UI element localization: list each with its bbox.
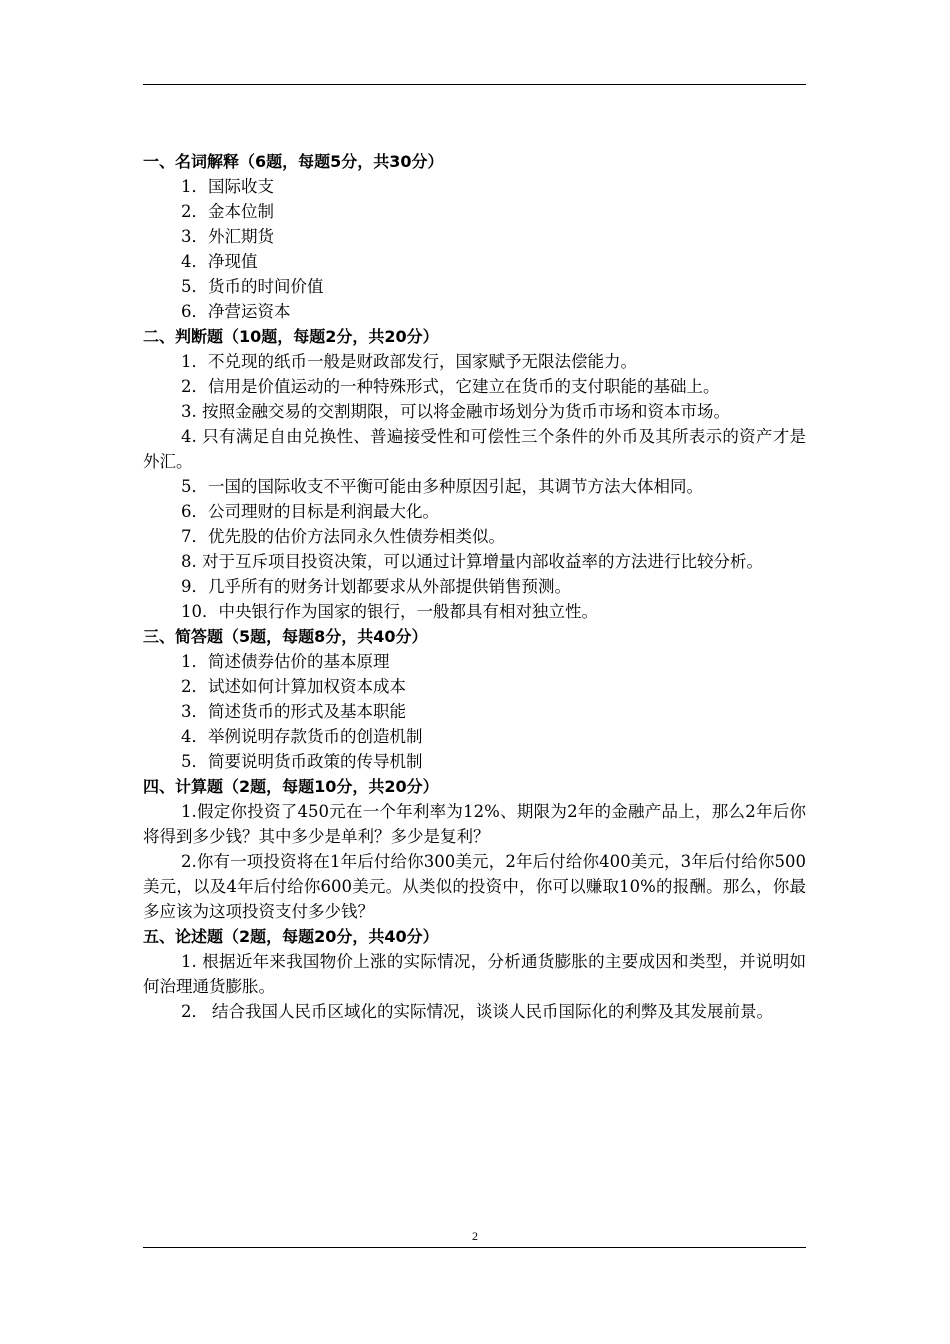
- list-item: 2．信用是价值运动的一种特殊形式，它建立在货币的支付职能的基础上。: [181, 377, 720, 396]
- list-item: 3. 按照金融交易的交割期限，可以将金融市场划分为货币市场和资本市场。: [181, 402, 730, 421]
- list-item: 1．国际收支: [181, 177, 274, 196]
- list-item: 3．外汇期货: [181, 227, 274, 246]
- list-item: 9．几乎所有的财务计划都要求从外部提供销售预测。: [181, 577, 571, 596]
- list-item: 3．简述货币的形式及基本职能: [181, 702, 406, 721]
- exam-content: [143, 149, 806, 1024]
- section-heading: 二、判断题（10题，每题2分，共20分）: [143, 327, 439, 346]
- list-item: 1.假定你投资了450元在一个年利率为12%、期限为2年的金融产品上，那么2年后你将得到多少钱？其中多少是单利？多少是复利？: [143, 802, 806, 846]
- list-item: 2．试述如何计算加权资本成本: [181, 677, 406, 696]
- list-item: 4. 只有满足自由兑换性、普遍接受性和可偿性三个条件的外币及其所表示的资产才是外汇。: [143, 427, 806, 471]
- list-item: 4．净现值: [181, 252, 258, 271]
- page-number: 2: [472, 1229, 478, 1243]
- header-rule: [143, 84, 806, 85]
- footer-rule: [143, 1247, 806, 1248]
- list-item: 1．简述债券估价的基本原理: [181, 652, 390, 671]
- item-text: 结合我国人民币区域化的实际情况，谈谈人民币国际化的利弊及其发展前景。: [212, 1002, 773, 1021]
- section-heading: 三、简答题（5题，每题8分，共40分）: [143, 627, 428, 646]
- list-item: 7．优先股的估价方法同永久性债券相类似。: [181, 527, 505, 546]
- list-item: 5．货币的时间价值: [181, 277, 324, 296]
- section-heading: 一、名词解释（6题，每题5分，共30分）: [143, 152, 444, 171]
- list-item: 10．中央银行作为国家的银行，一般都具有相对独立性。: [181, 602, 598, 621]
- list-item: [143, 999, 806, 1024]
- list-item: 4．举例说明存款货币的创造机制: [181, 727, 423, 746]
- list-item: 6．净营运资本: [181, 302, 291, 321]
- section-heading: 四、计算题（2题，每题10分，共20分）: [143, 777, 439, 796]
- list-item: 2．金本位制: [181, 202, 274, 221]
- item-number: 2．: [181, 1002, 208, 1021]
- list-item: 1. 根据近年来我国物价上涨的实际情况，分析通货膨胀的主要成因和类型，并说明如何治理通货膨胀。: [143, 952, 806, 996]
- list-item: 6．公司理财的目标是利润最大化。: [181, 502, 439, 521]
- section-heading: 五、论述题（2题，每题20分，共40分）: [143, 927, 439, 946]
- list-item: 1．不兑现的纸币一般是财政部发行，国家赋予无限法偿能力。: [181, 352, 637, 371]
- list-item: 8. 对于互斥项目投资决策，可以通过计算增量内部收益率的方法进行比较分析。: [181, 552, 763, 571]
- list-item: 2.你有一项投资将在1年后付给你300美元，2年后付给你400美元，3年后付给你500美元，以及4年后付给你600美元。从类似的投资中，你可以赚取10%的报酬。那么，你最多应该为这项投资支付多少钱？: [143, 852, 806, 921]
- list-item: 5．一国的国际收支不平衡可能由多种原因引起，其调节方法大体相同。: [181, 477, 703, 496]
- list-item: 5．简要说明货币政策的传导机制: [181, 752, 423, 771]
